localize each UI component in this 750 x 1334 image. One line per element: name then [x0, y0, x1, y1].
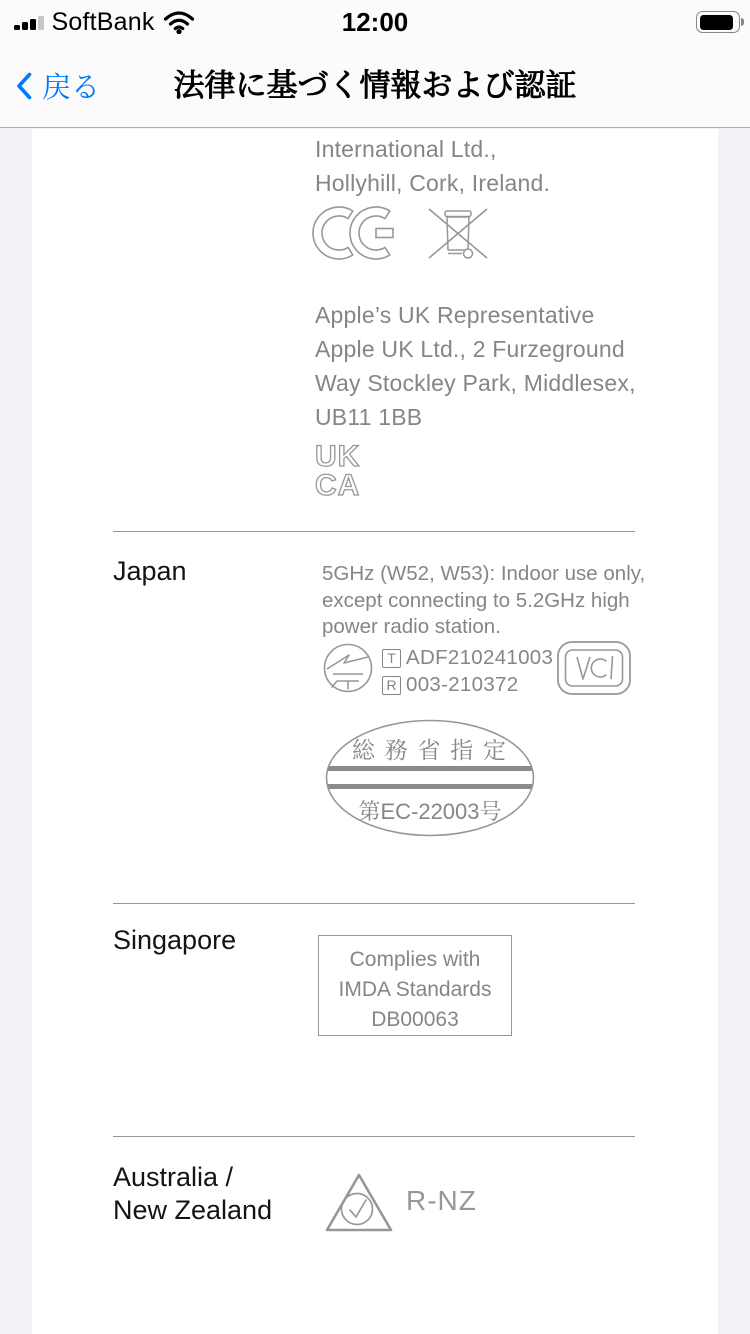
- document-page: [32, 129, 718, 1334]
- back-button[interactable]: [16, 44, 100, 127]
- status-bar-right: [696, 0, 740, 44]
- imda-line: DB00063: [371, 1008, 459, 1031]
- uk-rep-line: Apple’s UK Representative: [315, 302, 595, 328]
- imda-line: IMDA Standards: [338, 978, 492, 1001]
- japan-5ghz-note: [322, 561, 645, 641]
- clock-label: 12:00: [341, 7, 409, 37]
- anz-label-line: Australia /: [113, 1162, 234, 1192]
- japan-r-number-row: [382, 673, 518, 697]
- japan-section-label: Japan: [113, 556, 187, 586]
- boxed-t-icon: T: [382, 649, 401, 668]
- japan-note-line: except connecting to 5.2GHz high: [322, 588, 630, 612]
- mic-oval-number-text: 第EC-22003号: [358, 799, 502, 824]
- imda-line: Complies with: [349, 948, 481, 971]
- page-title: 法律に基づく情報および認証: [173, 68, 577, 103]
- vcci-mark-icon: [556, 640, 632, 696]
- japan-r-number: 003-210372: [406, 673, 519, 696]
- boxed-r-icon: R: [382, 676, 401, 695]
- manufacturer-address-line: International Ltd.,: [315, 136, 497, 162]
- mic-designation-oval-icon: [323, 717, 537, 839]
- cellular-signal-icon: [14, 14, 44, 30]
- section-divider: [113, 531, 635, 532]
- rnz-mark-label: R-NZ: [406, 1185, 477, 1216]
- ukca-text-ca: CA: [315, 469, 361, 502]
- section-divider: [113, 1136, 635, 1137]
- japan-t-number: ADF210241003: [406, 646, 554, 669]
- uk-representative-address: [315, 298, 636, 434]
- status-bar: [0, 0, 750, 44]
- ukca-text-uk: UK: [315, 441, 361, 473]
- uk-rep-line: UB11 1BB: [315, 404, 423, 430]
- carrier-label: SoftBank: [51, 7, 155, 36]
- australia-nz-section-label: [113, 1161, 272, 1227]
- uk-rep-line: Way Stockley Park, Middlesex,: [315, 370, 636, 396]
- navigation-bar: [0, 44, 750, 128]
- manufacturer-address: [315, 132, 550, 200]
- singapore-section-label: Singapore: [113, 925, 237, 955]
- battery-icon: [696, 11, 740, 33]
- section-divider: [113, 903, 635, 904]
- ce-mark-icon: [312, 205, 408, 261]
- japan-note-line: 5GHz (W52, W53): Indoor use only,: [322, 562, 646, 585]
- giteki-mark-icon: [322, 641, 374, 695]
- weee-bin-icon: [422, 202, 494, 264]
- wifi-icon: [163, 10, 195, 34]
- document-scroll-area[interactable]: [0, 129, 750, 1334]
- manufacturer-address-line: Hollyhill, Cork, Ireland.: [315, 170, 551, 196]
- japan-note-line: power radio station.: [322, 615, 501, 638]
- imda-compliance-box: [318, 935, 512, 1036]
- ukca-mark-icon: [313, 441, 377, 503]
- uk-rep-line: Apple UK Ltd., 2 Furzeground: [315, 336, 625, 362]
- chevron-left-icon: [16, 72, 32, 100]
- japan-t-number-row: [382, 646, 553, 670]
- mic-oval-top-text: 総 務 省 指 定: [352, 738, 508, 763]
- anz-label-line: New Zealand: [113, 1195, 273, 1225]
- rcm-mark-icon: [320, 1168, 398, 1236]
- eu-marks-row: [312, 202, 494, 264]
- status-bar-left: [14, 0, 195, 44]
- back-button-label: 戻る: [42, 72, 101, 104]
